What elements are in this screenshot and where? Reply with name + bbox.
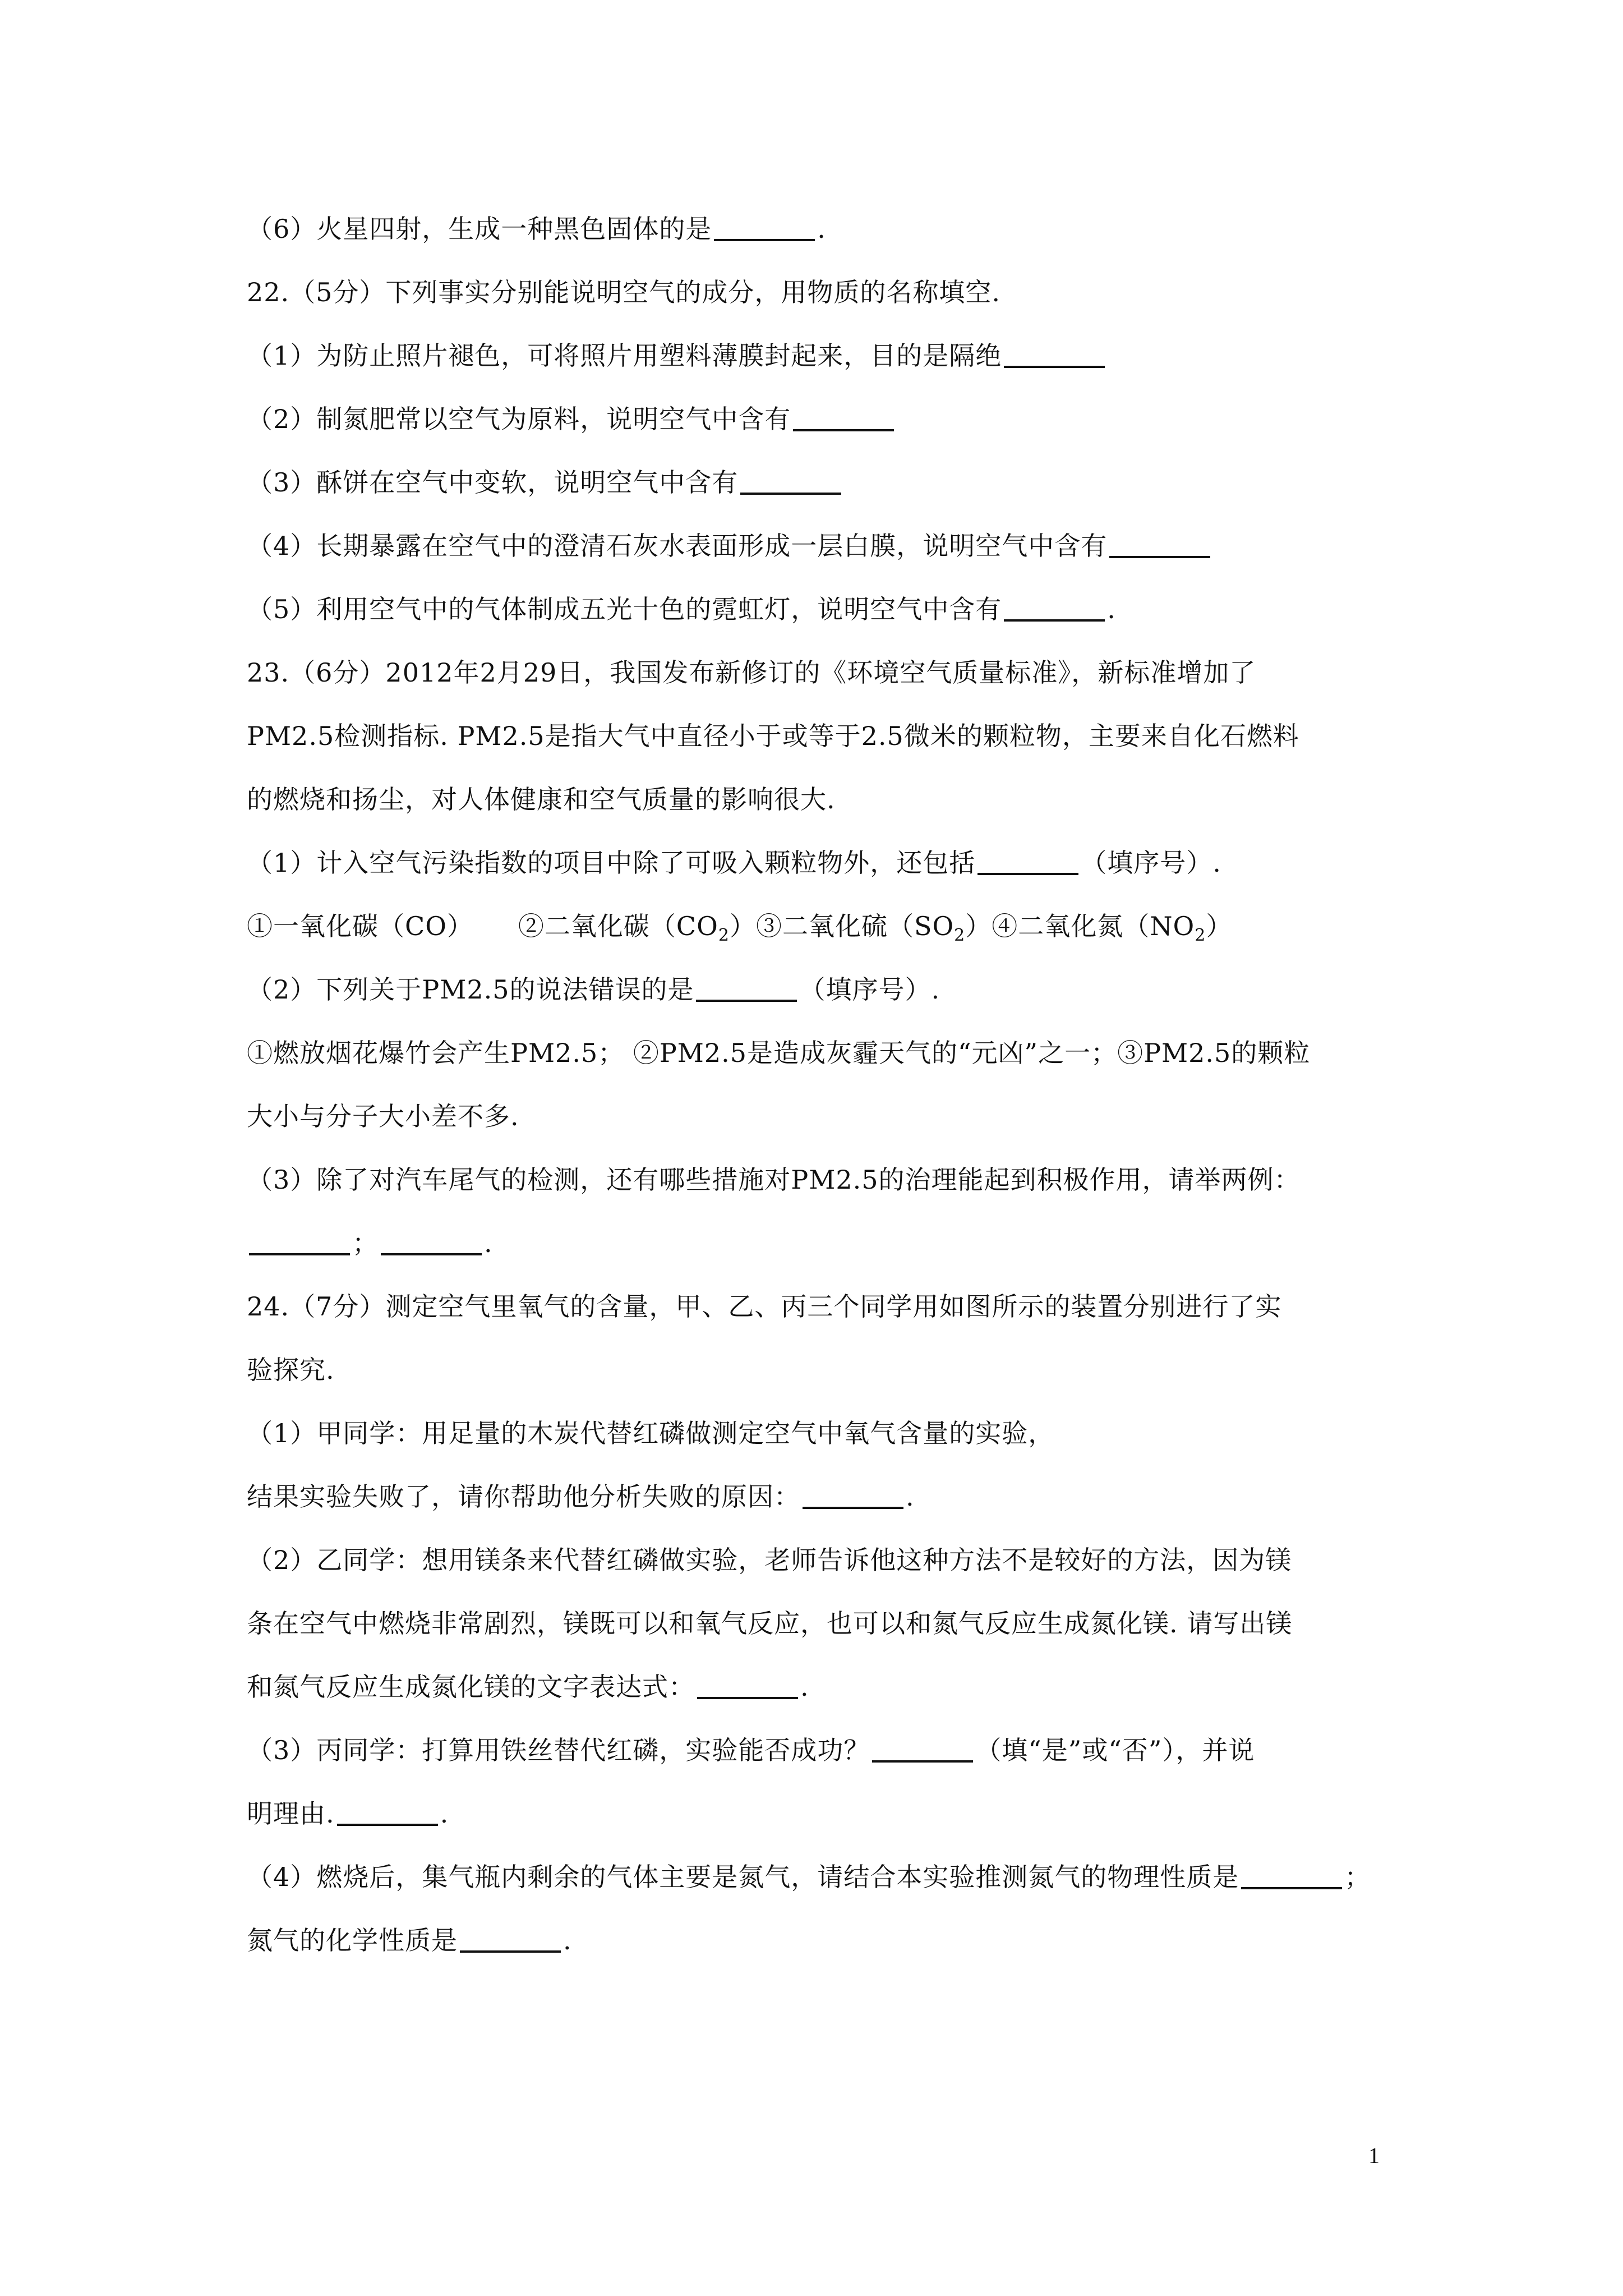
answer-blank[interactable] [460,1928,561,1953]
q24-part-1-line-1: （1）甲同学：用足量的木炭代替红磷做测定空气中氧气含量的实验， [247,1418,1055,1448]
q24-part-4-chem-label: 氮气的化学性质是 [247,1925,458,1955]
subscript-2: 2 [718,926,730,946]
q21-item-6-text: （6）火星四射，生成一种黑色固体的是 [247,214,712,244]
q24-part-4-line-2 [247,1924,572,1957]
q23-part-1 [247,846,1221,880]
q22-item-2 [247,402,896,436]
option-no2: ）④二氧化氮（NO [965,911,1195,941]
answer-blank[interactable] [714,217,815,241]
q23-line-1: 23.（6分）2012年2月29日，我国发布新修订的《环境空气质量标准》，新标准增加了 [247,657,1256,688]
answer-blank[interactable] [803,1484,903,1509]
q24-part-2-line-2: 条在空气中燃烧非常剧烈，镁既可以和氧气反应，也可以和氮气反应生成氮化镁. 请写出镁 [247,1608,1293,1639]
q21-item-6 [247,212,826,246]
answer-blank[interactable] [872,1738,973,1763]
q23-part-1-end: （填序号）. [1081,848,1221,878]
q24-part-4-text: （4）燃烧后，集气瓶内剩余的气体主要是氮气，请结合本实验推测氮气的物理性质是 [247,1862,1239,1892]
q24-part-2-line-3 [247,1670,809,1704]
answer-blank[interactable] [1004,597,1105,622]
answer-blank[interactable] [381,1231,482,1255]
option-co2: ②二氧化碳（CO [518,911,718,941]
q23-part-3-answers [247,1226,493,1260]
option-close-paren: ） [1206,911,1233,941]
q24-part-3-line-2 [247,1797,449,1830]
q24-part-1-line-2 [247,1480,915,1513]
q23-part-1-text: （1）计入空气污染指数的项目中除了可吸入颗粒物外，还包括 [247,848,976,878]
q24-part-3-end: . [440,1798,449,1829]
q22-item-2-text: （2）制氮肥常以空气为原料，说明空气中含有 [247,404,791,434]
answer-blank[interactable] [1109,533,1210,558]
answer-blank[interactable] [740,470,841,495]
q24-part-2-end: . [800,1672,809,1702]
q24-part-1-end: . [906,1481,915,1512]
q22-item-4 [247,529,1212,563]
separator: ； [352,1228,379,1258]
q22-item-4-text: （4）长期暴露在空气中的澄清石灰水表面形成一层白膜，说明空气中含有 [247,531,1108,561]
q23-options-2-line-2: 大小与分子大小差不多. [247,1101,519,1131]
answer-blank[interactable] [978,850,1078,875]
answer-blank[interactable] [1004,343,1105,368]
q24-part-3-text: （3）丙同学：打算用铁丝替代红磷，实验能否成功？ [247,1735,870,1765]
q24-part-3-line-1 [247,1733,1255,1767]
q23-part-3-end: . [484,1228,493,1258]
q22-item-5-text: （5）利用空气中的气体制成五光十色的霓虹灯，说明空气中含有 [247,594,1002,624]
answer-blank[interactable] [696,977,797,1002]
q24-part-1-text: 结果实验失败了，请你帮助他分析失败的原因： [247,1481,800,1512]
q22-item-3-text: （3）酥饼在空气中变软，说明空气中含有 [247,467,739,498]
q23-part-2-end: （填序号）. [799,974,940,1005]
q24-part-2-text: 和氮气反应生成氮化镁的文字表达式： [247,1672,695,1702]
subscript-2: 2 [954,926,966,946]
answer-blank[interactable] [337,1801,438,1826]
page-number: 1 [1368,2143,1380,2168]
option-so2: ）③二氧化硫（SO [729,911,955,941]
q24-line-2: 验探究. [247,1355,335,1385]
q21-item-6-end: . [817,214,826,244]
q22-header: 22.（5分）下列事实分别能说明空气的成分，用物质的名称填空. [247,277,1001,307]
answer-blank[interactable] [793,407,894,431]
q23-part-2-text: （2）下列关于PM2.5的说法错误的是 [247,974,694,1005]
q24-part-4-end: . [563,1925,572,1955]
q23-options-1 [247,909,1233,946]
q22-item-5 [247,592,1116,626]
q22-item-1 [247,339,1107,372]
q23-part-2 [247,973,940,1006]
option-co: ①一氧化碳（CO） [247,911,473,941]
q24-part-4-line-1 [247,1860,1371,1894]
answer-blank[interactable] [249,1231,350,1255]
q23-part-3: （3）除了对汽车尾气的检测，还有哪些措施对PM2.5的治理能起到积极作用，请举两例： [247,1165,1301,1195]
q23-line-2: PM2.5检测指标. PM2.5是指大气中直径小于或等于2.5微米的颗粒物，主要来自化石燃料 [247,721,1299,751]
answer-blank[interactable] [1241,1865,1342,1889]
q24-part-3-hint: （填“是”或“否”），并说 [975,1735,1255,1765]
answer-blank[interactable] [697,1674,798,1699]
q24-part-2-line-1: （2）乙同学：想用镁条来代替红磷做实验，老师告诉他这种方法不是较好的方法，因为镁 [247,1545,1292,1575]
q24-line-1: 24.（7分）测定空气里氧气的含量，甲、乙、丙三个同学用如图所示的装置分别进行了实 [247,1291,1282,1322]
q23-options-2-line-1: ①燃放烟花爆竹会产生PM2.5； ②PM2.5是造成灰霾天气的“元凶”之一；③PM2.5的颗粒 [247,1038,1311,1068]
q24-part-3-reason-label: 明理由. [247,1798,335,1829]
q23-line-3: 的燃烧和扬尘，对人体健康和空气质量的影响很大. [247,784,836,815]
q22-item-1-text: （1）为防止照片褪色，可将照片用塑料薄膜封起来，目的是隔绝 [247,341,1002,371]
subscript-2: 2 [1195,926,1206,946]
q22-item-3 [247,466,843,499]
q22-item-5-end: . [1107,594,1116,624]
separator: ； [1344,1862,1371,1892]
